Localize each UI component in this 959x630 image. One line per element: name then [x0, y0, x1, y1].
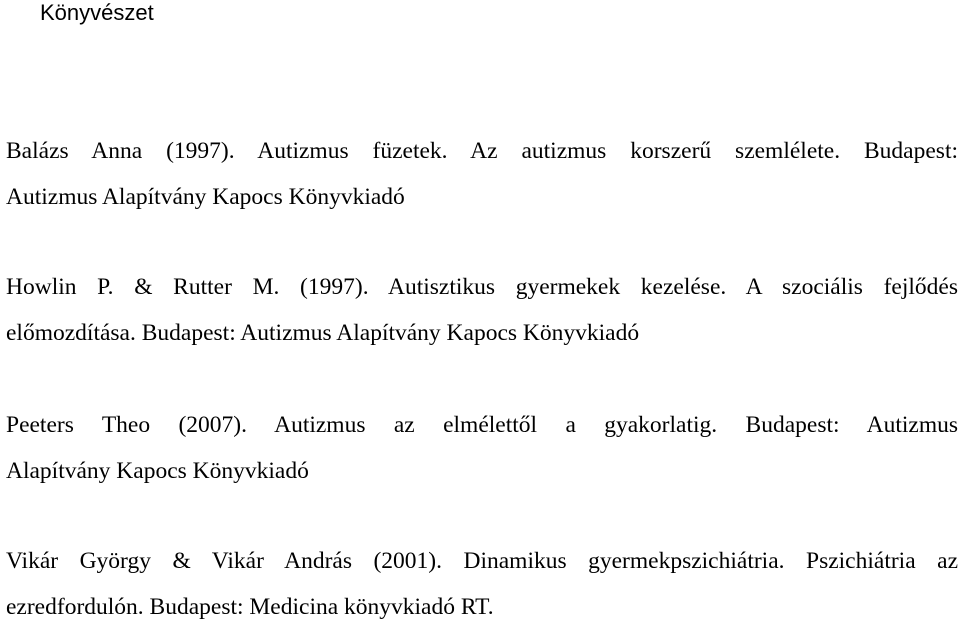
- entry-line: ezredfordulón. Budapest: Medicina könyvkiadó RT.: [6, 594, 494, 620]
- section-heading: Könyvészet: [40, 0, 154, 25]
- entry-line: Howlin P. & Rutter M. (1997). Autisztikus gyermekek kezelése. A szociális fejlődés: [6, 274, 958, 300]
- entry-line: Autizmus Alapítvány Kapocs Könyvkiadó: [6, 184, 405, 210]
- entry-line: Alapítvány Kapocs Könyvkiadó: [6, 458, 309, 484]
- entry-line: Balázs Anna (1997). Autizmus füzetek. Az autizmus korszerű szemlélete. Budapest:: [6, 138, 958, 164]
- bibliography-entry: [6, 402, 958, 494]
- entry-line: Vikár György & Vikár András (2001). Dinamikus gyermekpszichiátria. Pszichiátria az: [6, 548, 958, 574]
- bibliography-entry: [6, 264, 958, 356]
- entry-line: Peeters Theo (2007). Autizmus az elmélettől a gyakorlatig. Budapest: Autizmus: [6, 412, 958, 438]
- bibliography-entry: [6, 538, 958, 630]
- entry-line: előmozdítása. Budapest: Autizmus Alapítvány Kapocs Könyvkiadó: [6, 320, 640, 346]
- bibliography-entry: [6, 128, 958, 220]
